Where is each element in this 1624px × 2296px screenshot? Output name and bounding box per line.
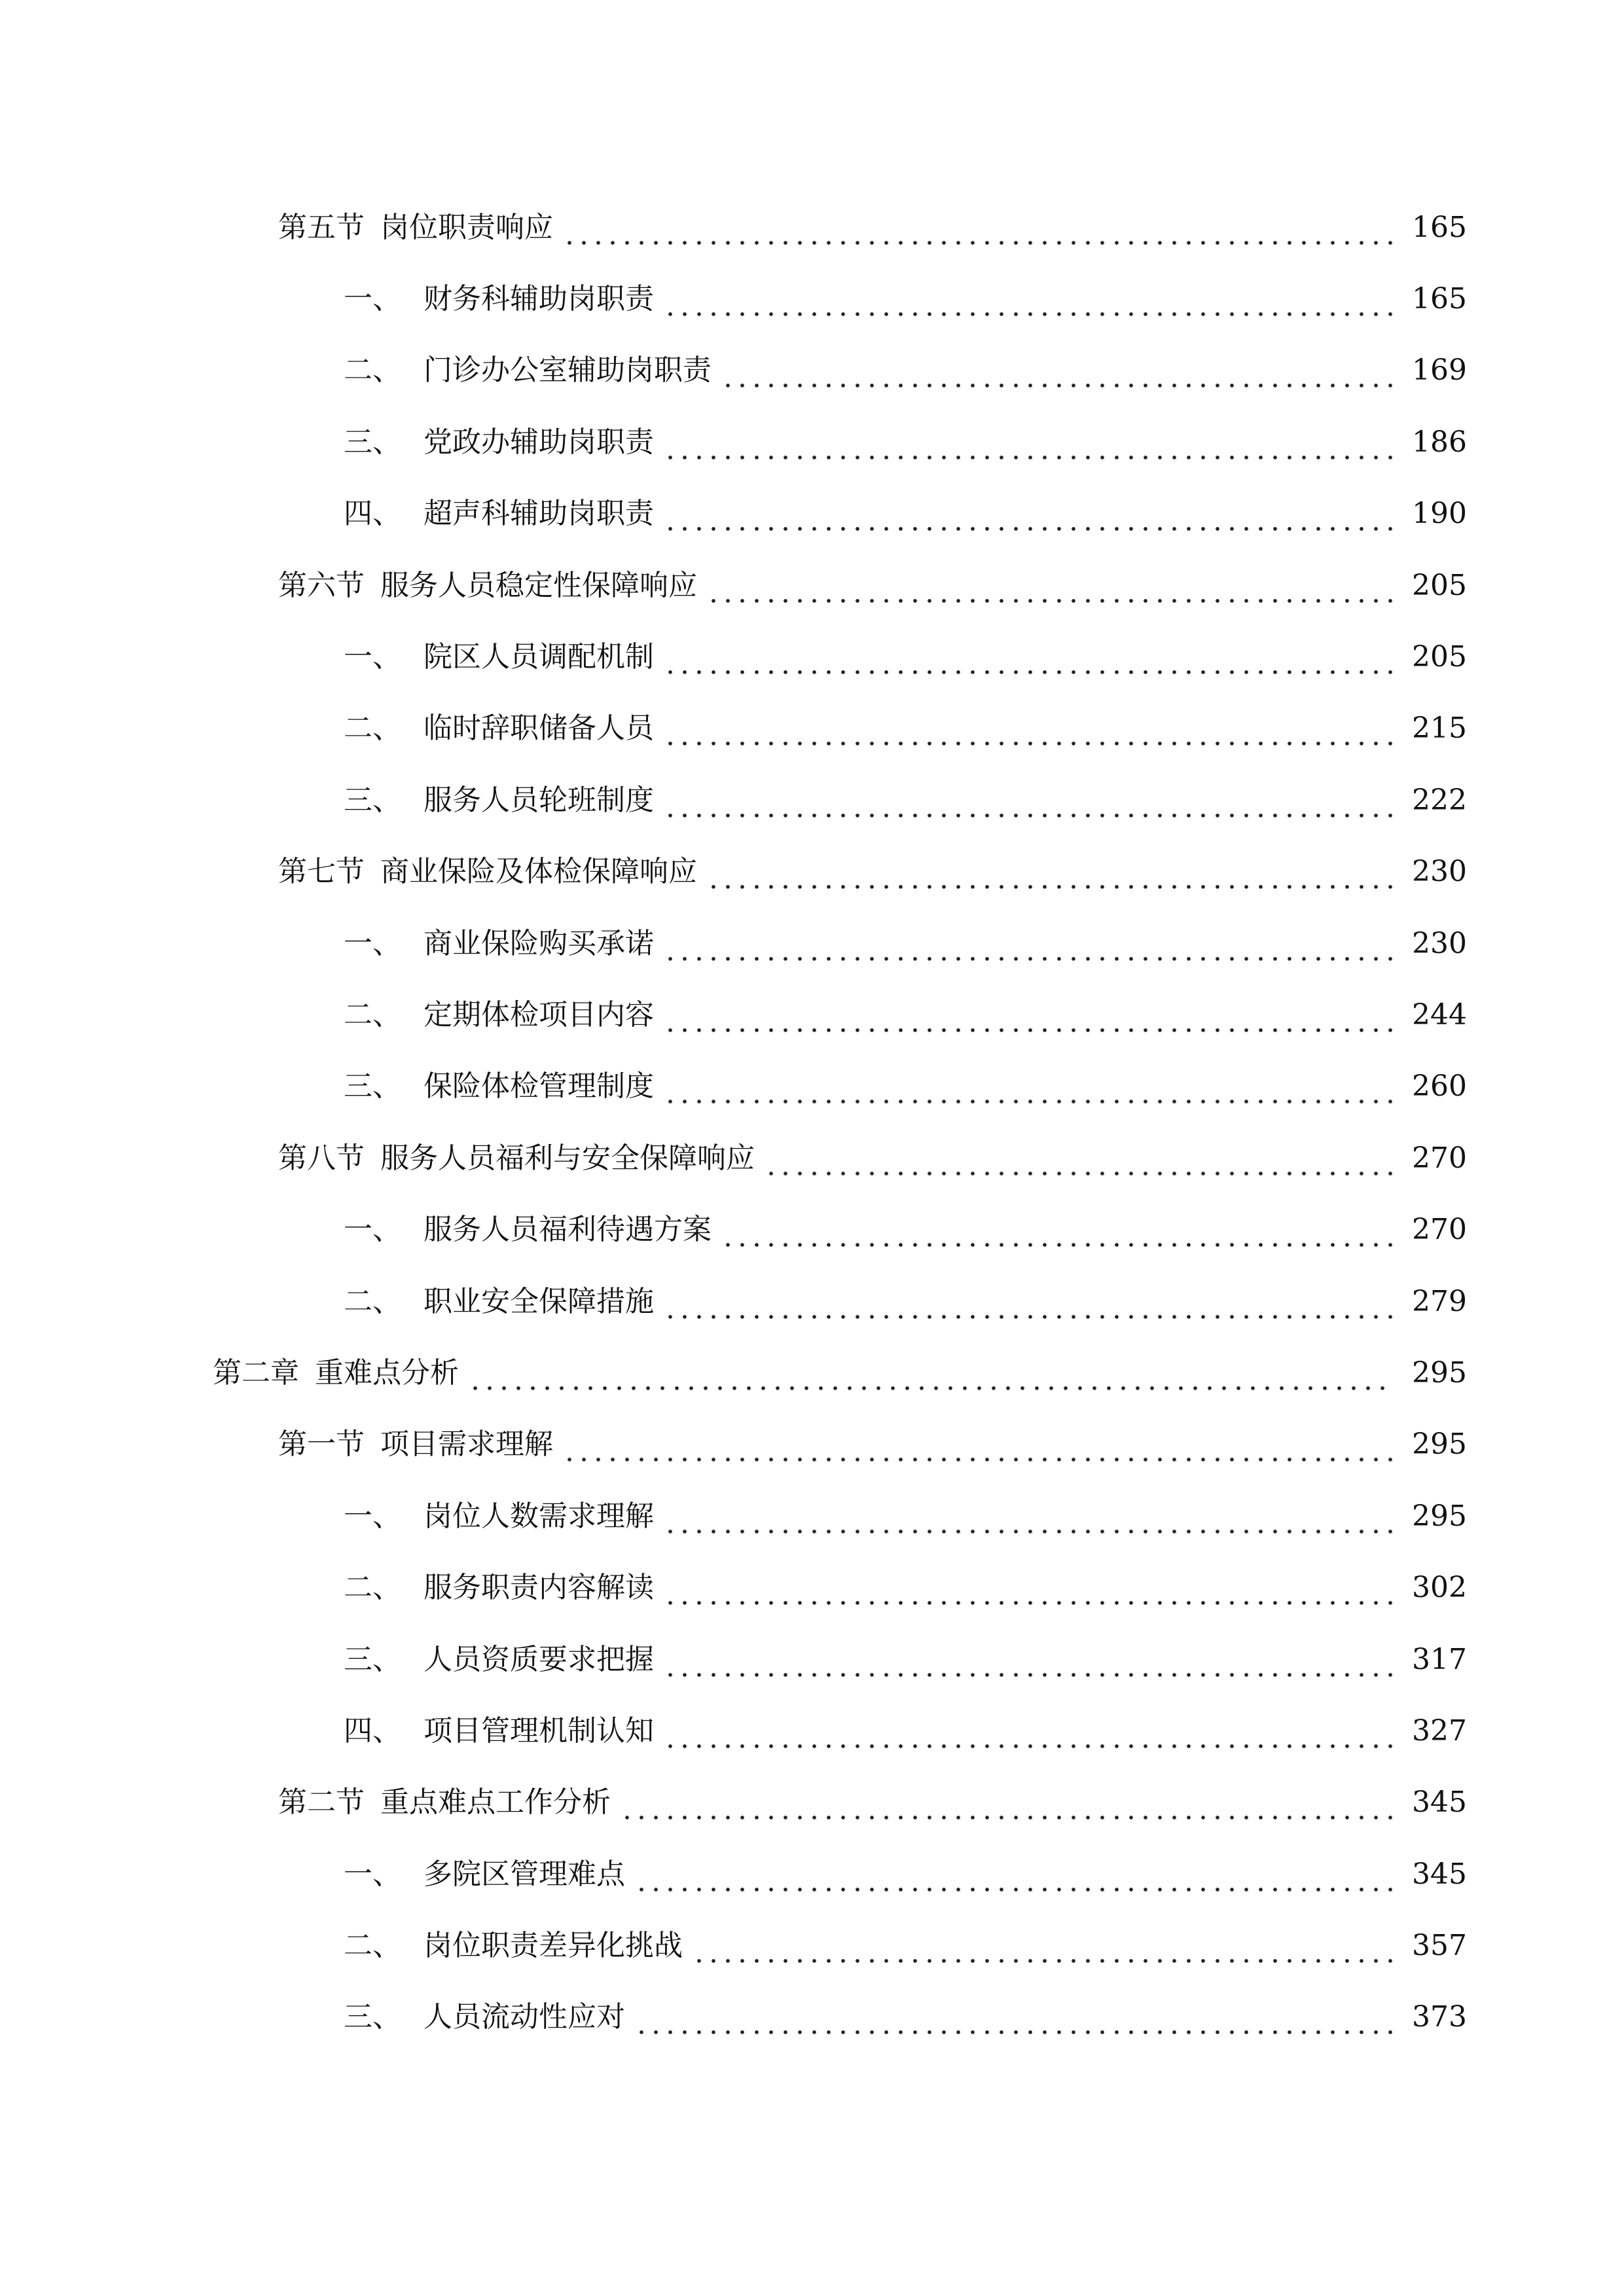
toc-entry-number: 一、 [344,1857,401,1891]
table-of-contents [0,192,1624,2053]
dot-leader [692,1935,1395,1964]
toc-entry-page-number: 230 [1412,926,1467,960]
toc-entry-page-number: 270 [1412,1213,1467,1247]
toc-entry-page-number: 317 [1412,1642,1467,1676]
toc-entry-number: 二、 [344,1929,401,1963]
toc-entry-page-number: 165 [1412,210,1467,244]
toc-entry-title: 岗位职责差异化挑战 [424,1929,683,1963]
toc-entry-title: 院区人员调配机制 [424,640,654,674]
dot-leader [663,289,1395,317]
toc-entry-number: 第六节 [278,568,365,602]
toc-entry-page-number: 295 [1412,1499,1467,1533]
toc-entry-number: 二、 [344,711,401,745]
toc-entry[interactable] [0,406,1624,478]
toc-entry-title: 定期体检项目内容 [424,997,654,1031]
toc-entry-title: 项目需求理解 [380,1427,553,1462]
toc-entry-number: 三、 [344,2000,401,2034]
toc-entry-title: 职业安全保障措施 [424,1284,654,1318]
toc-entry-number: 三、 [344,1642,401,1676]
toc-entry-title: 超声科辅助岗职责 [424,497,654,531]
toc-entry-number: 第一节 [278,1427,365,1462]
toc-entry-number: 三、 [344,783,401,817]
toc-entry-number: 第五节 [278,210,365,244]
toc-entry-number: 一、 [344,1213,401,1247]
toc-entry-page-number: 169 [1412,353,1467,387]
toc-entry-title: 项目管理机制认知 [424,1713,654,1748]
dot-leader [663,790,1395,819]
toc-entry-title: 岗位职责响应 [380,210,553,244]
toc-entry-page-number: 345 [1412,1785,1467,1820]
toc-entry-title: 人员资质要求把握 [424,1642,654,1676]
dot-leader [663,1291,1395,1320]
toc-entry[interactable] [0,1194,1624,1265]
toc-entry-title: 服务人员福利与安全保障响应 [380,1141,755,1175]
toc-entry[interactable] [0,1910,1624,1981]
dot-leader [663,503,1395,532]
toc-entry[interactable] [0,1122,1624,1194]
toc-entry[interactable] [0,693,1624,764]
toc-entry-number: 一、 [344,640,401,674]
toc-entry-title: 重点难点工作分析 [380,1785,611,1820]
dot-leader [663,1721,1395,1749]
toc-entry-number: 四、 [344,497,401,531]
toc-entry[interactable] [0,621,1624,692]
toc-entry[interactable] [0,1337,1624,1408]
dot-leader [468,1363,1395,1391]
dot-leader [706,575,1395,604]
toc-entry-title: 服务人员轮班制度 [424,783,654,817]
toc-entry-page-number: 205 [1412,568,1467,602]
toc-entry-number: 第二节 [278,1785,365,1820]
toc-entry[interactable] [0,979,1624,1050]
toc-entry-number: 一、 [344,1499,401,1533]
dot-leader [634,2007,1395,2036]
dot-leader [634,1864,1395,1893]
toc-entry[interactable] [0,1051,1624,1122]
toc-entry-page-number: 244 [1412,997,1467,1031]
dot-leader [764,1148,1395,1177]
toc-entry-page-number: 230 [1412,855,1467,889]
dot-leader [663,1577,1395,1606]
toc-entry[interactable] [0,1266,1624,1337]
dot-leader [721,360,1395,389]
toc-entry-number: 一、 [344,926,401,960]
toc-entry-title: 服务职责内容解读 [424,1571,654,1605]
toc-entry[interactable] [0,836,1624,908]
dot-leader [663,647,1395,675]
dot-leader [663,432,1395,461]
toc-entry-title: 保险体检管理制度 [424,1069,654,1103]
toc-entry-number: 二、 [344,997,401,1031]
toc-entry-number: 二、 [344,1571,401,1605]
toc-entry-title: 商业保险购买承诺 [424,926,654,960]
toc-entry-number: 第八节 [278,1141,365,1175]
toc-entry[interactable] [0,192,1624,263]
toc-entry-title: 多院区管理难点 [424,1857,625,1891]
toc-entry-number: 一、 [344,282,401,316]
toc-entry[interactable] [0,1982,1624,2053]
toc-entry-title: 党政办辅助岗职责 [424,425,654,459]
toc-entry-title: 门诊办公室辅助岗职责 [424,353,712,387]
toc-entry-page-number: 165 [1412,282,1467,316]
dot-leader [663,718,1395,747]
toc-entry-page-number: 279 [1412,1284,1467,1318]
toc-entry-number: 第七节 [278,855,365,889]
toc-entry-number: 二、 [344,1284,401,1318]
toc-entry-page-number: 190 [1412,497,1467,531]
dot-leader [706,861,1395,890]
toc-entry-page-number: 357 [1412,1929,1467,1963]
toc-entry-page-number: 260 [1412,1069,1467,1103]
toc-entry-title: 重难点分析 [315,1355,459,1390]
toc-entry[interactable] [0,764,1624,836]
toc-entry-page-number: 186 [1412,425,1467,459]
toc-entry-page-number: 205 [1412,640,1467,674]
toc-entry[interactable] [0,1624,1624,1695]
toc-entry-number: 四、 [344,1713,401,1748]
toc-entry-page-number: 222 [1412,783,1467,817]
dot-leader [663,1076,1395,1105]
toc-entry[interactable] [0,1480,1624,1552]
toc-entry-page-number: 327 [1412,1713,1467,1748]
toc-entry-page-number: 295 [1412,1355,1467,1390]
toc-entry[interactable] [0,1409,1624,1480]
toc-entry-page-number: 295 [1412,1427,1467,1462]
toc-entry-title: 财务科辅助岗职责 [424,282,654,316]
toc-entry[interactable] [0,550,1624,621]
toc-entry-page-number: 302 [1412,1571,1467,1605]
toc-entry-page-number: 373 [1412,2000,1467,2034]
toc-entry-page-number: 345 [1412,1857,1467,1891]
toc-entry-title: 服务人员稳定性保障响应 [380,568,697,602]
toc-entry[interactable] [0,1839,1624,1910]
toc-entry-number: 三、 [344,1069,401,1103]
toc-entry[interactable] [0,908,1624,979]
toc-entry-title: 商业保险及体检保障响应 [380,855,697,889]
toc-entry-title: 临时辞职储备人员 [424,711,654,745]
toc-entry-number: 第二章 [213,1355,299,1390]
toc-entry-page-number: 215 [1412,711,1467,745]
toc-entry-title: 人员流动性应对 [424,2000,625,2034]
dot-leader [562,1434,1395,1463]
toc-entry[interactable] [0,1695,1624,1767]
toc-entry[interactable] [0,335,1624,406]
toc-entry-page-number: 270 [1412,1141,1467,1175]
dot-leader [663,1649,1395,1678]
toc-entry-number: 三、 [344,425,401,459]
dot-leader [663,933,1395,962]
toc-entry-title: 岗位人数需求理解 [424,1499,654,1533]
toc-entry[interactable] [0,1767,1624,1839]
toc-entry-title: 服务人员福利待遇方案 [424,1213,712,1247]
toc-entry-number: 二、 [344,353,401,387]
dot-leader [620,1792,1395,1821]
dot-leader [663,1506,1395,1535]
toc-entry[interactable] [0,263,1624,334]
toc-entry[interactable] [0,1552,1624,1623]
dot-leader [721,1219,1395,1248]
dot-leader [562,217,1395,246]
toc-entry[interactable] [0,478,1624,550]
dot-leader [663,1005,1395,1033]
